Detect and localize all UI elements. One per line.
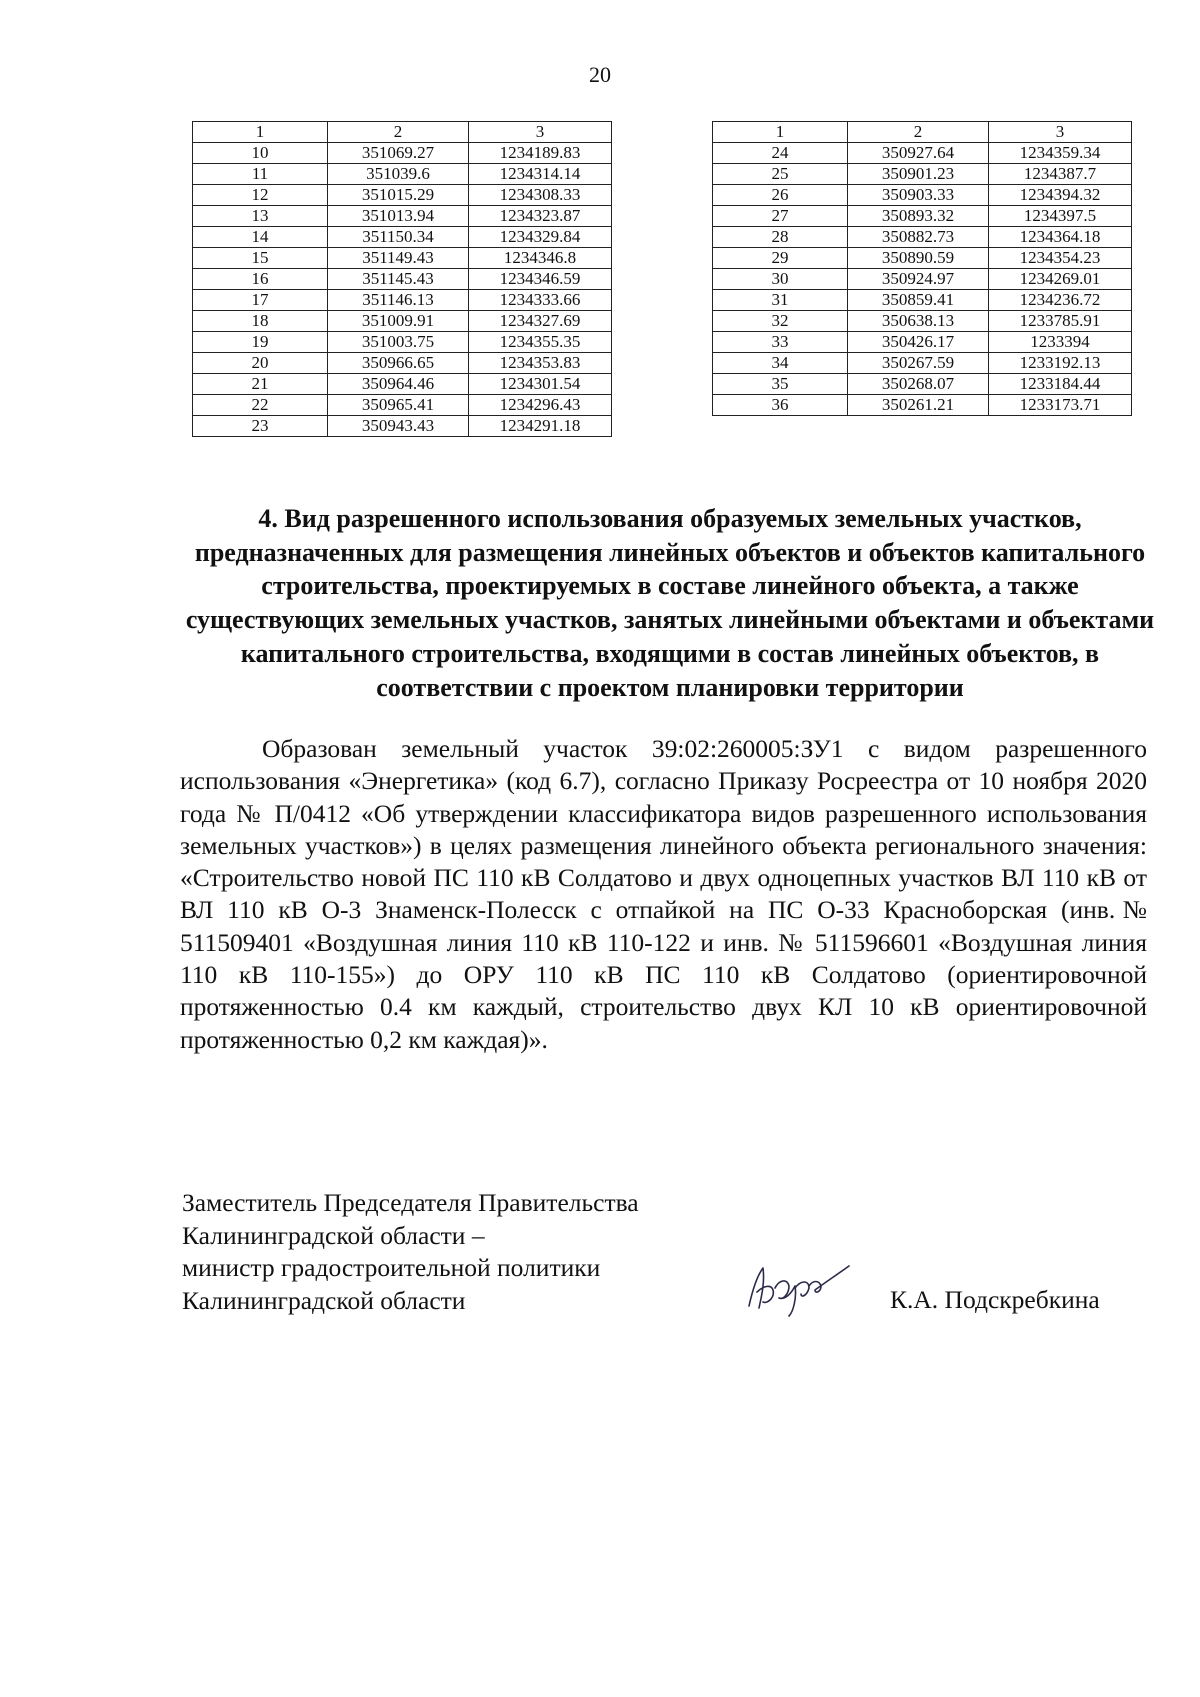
y-coordinate-cell: 1234269.01 [989, 269, 1132, 290]
point-number-cell: 22 [193, 395, 328, 416]
table-row [193, 332, 612, 353]
x-coordinate-cell: 351039.6 [328, 164, 469, 185]
y-coordinate-cell: 1234296.43 [469, 395, 612, 416]
y-coordinate-cell: 1234301.54 [469, 374, 612, 395]
signatory-title-line: министр градостроительной политики [182, 1253, 601, 1282]
table-row [193, 143, 612, 164]
coordinates-table-right [712, 121, 1132, 416]
y-coordinate-cell: 1234353.83 [469, 353, 612, 374]
y-coordinate-cell: 1234314.14 [469, 164, 612, 185]
y-coordinate-cell: 1234329.84 [469, 227, 612, 248]
table-row [193, 206, 612, 227]
y-coordinate-cell: 1234355.35 [469, 332, 612, 353]
x-coordinate-cell: 351069.27 [328, 143, 469, 164]
table-row [713, 248, 1132, 269]
x-coordinate-cell: 350943.43 [328, 416, 469, 437]
x-coordinate-cell: 350893.32 [848, 206, 989, 227]
point-number-cell: 21 [193, 374, 328, 395]
y-coordinate-cell: 1234327.69 [469, 311, 612, 332]
point-number-cell: 12 [193, 185, 328, 206]
x-coordinate-cell: 350927.64 [848, 143, 989, 164]
table-row [713, 311, 1132, 332]
table-row [193, 248, 612, 269]
table-row [193, 185, 612, 206]
x-coordinate-cell: 351013.94 [328, 206, 469, 227]
y-coordinate-cell: 1234354.23 [989, 248, 1132, 269]
point-number-cell: 31 [713, 290, 848, 311]
column-header: 1 [713, 122, 848, 143]
x-coordinate-cell: 350426.17 [848, 332, 989, 353]
y-coordinate-cell: 1233394 [989, 332, 1132, 353]
x-coordinate-cell: 350268.07 [848, 374, 989, 395]
x-coordinate-cell: 350882.73 [848, 227, 989, 248]
point-number-cell: 33 [713, 332, 848, 353]
point-number-cell: 25 [713, 164, 848, 185]
point-number-cell: 10 [193, 143, 328, 164]
x-coordinate-cell: 350261.21 [848, 395, 989, 416]
y-coordinate-cell: 1234364.18 [989, 227, 1132, 248]
x-coordinate-cell: 351145.43 [328, 269, 469, 290]
table-row [193, 290, 612, 311]
table-row [193, 395, 612, 416]
table-row [713, 164, 1132, 185]
signatory-title [182, 1187, 639, 1317]
table-row [193, 374, 612, 395]
point-number-cell: 20 [193, 353, 328, 374]
signer-name: К.А. Подскребкина [890, 1285, 1100, 1314]
x-coordinate-cell: 351150.34 [328, 227, 469, 248]
table-row [713, 143, 1132, 164]
signatory-title-line: Заместитель Председателя Правительства [182, 1188, 639, 1217]
point-number-cell: 27 [713, 206, 848, 227]
x-coordinate-cell: 351149.43 [328, 248, 469, 269]
y-coordinate-cell: 1233173.71 [989, 395, 1132, 416]
x-coordinate-cell: 350924.97 [848, 269, 989, 290]
table-row [193, 353, 612, 374]
body-paragraph: Образован земельный участок 39:02:260005:ЗУ1 с видом разрешенного использования «Энергетика» (код 6.7), согласно Приказу Росреестра от 10 ноября 2020 года № П/0412 «Об утверждении классификатора видов разрешенного использования земельных участков») в целях размещения линейного объекта регионального значения: «Строительство новой ПС 110 кВ Солдатово и двух одноцепных участков ВЛ 110 кВ от ВЛ 110 кВ О-3 Знаменск-Полесск с отпайкой на ПС О-33 Красноборская (инв.№ 511509401 «Воздушная линия 110 кВ 110-122 и инв. № 511596601 «Воздушная линия 110 кВ 110-155») до ОРУ 110 кВ ПС 110 кВ Солдатово (ориентировочной протяженностью 0.4 км каждый, строительство двух КЛ 10 кВ ориентировочной протяженностью 0,2 км каждая)». [180, 734, 1147, 1054]
column-header: 3 [469, 122, 612, 143]
table-header-row [193, 122, 612, 143]
x-coordinate-cell: 350267.59 [848, 353, 989, 374]
y-coordinate-cell: 1234323.87 [469, 206, 612, 227]
column-header: 3 [989, 122, 1132, 143]
column-header: 2 [328, 122, 469, 143]
point-number-cell: 36 [713, 395, 848, 416]
table-header-row [713, 122, 1132, 143]
x-coordinate-cell: 350964.46 [328, 374, 469, 395]
table-row [713, 353, 1132, 374]
x-coordinate-cell: 350890.59 [848, 248, 989, 269]
point-number-cell: 28 [713, 227, 848, 248]
table-body [713, 143, 1132, 416]
x-coordinate-cell: 350901.23 [848, 164, 989, 185]
coordinates-table-left [192, 121, 612, 437]
point-number-cell: 26 [713, 185, 848, 206]
y-coordinate-cell: 1234387.7 [989, 164, 1132, 185]
x-coordinate-cell: 351009.91 [328, 311, 469, 332]
point-number-cell: 15 [193, 248, 328, 269]
x-coordinate-cell: 351003.75 [328, 332, 469, 353]
x-coordinate-cell: 350638.13 [848, 311, 989, 332]
point-number-cell: 34 [713, 353, 848, 374]
point-number-cell: 18 [193, 311, 328, 332]
table-row [713, 227, 1132, 248]
table-row [713, 395, 1132, 416]
section-heading: 4. Вид разрешенного использования образуемых земельных участков, предназначенных для размещения линейных объектов и объектов капитального строительства, проектируемых в составе линейного объекта, а также существующих земельных участков, занятых линейными объектами и объектами капитального строительства, входящими в состав линейных объектов, в соответствии с проектом планировки территории [185, 504, 1155, 702]
point-number-cell: 17 [193, 290, 328, 311]
point-number-cell: 32 [713, 311, 848, 332]
x-coordinate-cell: 351015.29 [328, 185, 469, 206]
point-number-cell: 35 [713, 374, 848, 395]
y-coordinate-cell: 1234291.18 [469, 416, 612, 437]
table-row [193, 164, 612, 185]
y-coordinate-cell: 1233184.44 [989, 374, 1132, 395]
y-coordinate-cell: 1234346.59 [469, 269, 612, 290]
point-number-cell: 14 [193, 227, 328, 248]
table-row [713, 269, 1132, 290]
table-row [713, 206, 1132, 227]
x-coordinate-cell: 350966.65 [328, 353, 469, 374]
point-number-cell: 29 [713, 248, 848, 269]
y-coordinate-cell: 1234359.34 [989, 143, 1132, 164]
x-coordinate-cell: 350965.41 [328, 395, 469, 416]
point-number-cell: 30 [713, 269, 848, 290]
x-coordinate-cell: 350859.41 [848, 290, 989, 311]
page-number: 20 [589, 62, 611, 87]
y-coordinate-cell: 1234236.72 [989, 290, 1132, 311]
y-coordinate-cell: 1234189.83 [469, 143, 612, 164]
y-coordinate-cell: 1233785.91 [989, 311, 1132, 332]
y-coordinate-cell: 1234308.33 [469, 185, 612, 206]
table-row [713, 185, 1132, 206]
table-row [193, 227, 612, 248]
point-number-cell: 19 [193, 332, 328, 353]
signatory-title-line: Калининградской области – [182, 1220, 485, 1250]
point-number-cell: 13 [193, 206, 328, 227]
table-row [713, 290, 1132, 311]
table-row [193, 311, 612, 332]
table-row [193, 269, 612, 290]
handwritten-signature [743, 1258, 853, 1318]
x-coordinate-cell: 351146.13 [328, 290, 469, 311]
y-coordinate-cell: 1234394.32 [989, 185, 1132, 206]
point-number-cell: 11 [193, 164, 328, 185]
x-coordinate-cell: 350903.33 [848, 185, 989, 206]
column-header: 2 [848, 122, 989, 143]
column-header: 1 [193, 122, 328, 143]
point-number-cell: 16 [193, 269, 328, 290]
point-number-cell: 23 [193, 416, 328, 437]
y-coordinate-cell: 1234397.5 [989, 206, 1132, 227]
point-number-cell: 24 [713, 143, 848, 164]
signatory-title-line: Калининградской области [182, 1285, 466, 1315]
y-coordinate-cell: 1233192.13 [989, 353, 1132, 374]
table-row [713, 332, 1132, 353]
table-body [193, 143, 612, 437]
table-row [193, 416, 612, 437]
y-coordinate-cell: 1234346.8 [469, 248, 612, 269]
y-coordinate-cell: 1234333.66 [469, 290, 612, 311]
table-row [713, 374, 1132, 395]
